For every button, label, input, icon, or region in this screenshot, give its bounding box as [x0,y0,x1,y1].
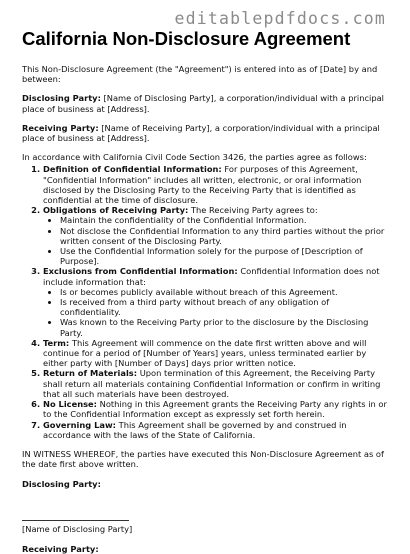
disclosing-party-paragraph [22,93,392,113]
section-no-license [43,399,392,419]
witness-paragraph: IN WITNESS WHEREOF, the parties have executed this Non-Disclosure Agreement as of the date first above written. [22,448,384,470]
section-obligations [43,205,392,266]
site-watermark: editablepdfdocs.com [174,9,386,28]
terms-list [22,164,392,439]
section-title: Exclusions from Confidential Information: [43,266,238,277]
section-title: Governing Law: [43,419,116,430]
section-title: Obligations of Receiving Party: [43,205,189,216]
section-text: Nothing in this Agreement grants the Receiving Party any rights in or to the Confidential Information except as expressly set forth herein. [43,399,387,420]
section-text: This Agreement shall be governed by and construed in accordance with the laws of the State of California. [43,419,347,440]
section-title: Definition of Confidential Information: [43,164,222,175]
receiving-party-text: [Name of Receiving Party], a corporation/individual with a principal place of business at [Address]. [22,122,380,144]
obligations-bullets [43,215,392,266]
section-definition [43,164,392,205]
lead-in-paragraph: In accordance with California Civil Code Section 3426, the parties agree as follows: [22,152,367,163]
list-item: • Maintain the confidentiality of the Confidential Information. [60,215,392,225]
list-item: • Not disclose the Confidential Information to any third parties without the prior written consent of the Disclosing Party. [60,226,392,246]
section-title: Return of Materials: [43,368,138,379]
receiving-party-paragraph [22,123,392,143]
disclosing-signature-label: Disclosing Party: [22,479,101,490]
disclosing-signature-line[interactable] [22,520,129,521]
disclosing-signature-name: [Name of Disclosing Party] [22,523,133,534]
section-governing-law [43,420,392,440]
list-item: • Is or becomes publicly available without breach of this Agreement. [60,287,392,297]
list-item: • Use the Confidential Information solely for the purpose of [Description of Purpose]. [60,246,392,266]
section-title: Term: [43,337,70,348]
section-text: Confidential Information does not include information that: [43,266,380,287]
list-item: • Was known to the Receiving Party prior to the disclosure by the Disclosing Party. [60,317,392,337]
disclosing-party-text: [Name of Disclosing Party], a corporation/individual with a principal place of business at [Address]. [22,93,384,114]
document-title: California Non-Disclosure Agreement [22,28,351,49]
section-term [43,338,392,369]
disclosing-party-label: Disclosing Party: [22,93,101,104]
intro-paragraph: This Non-Disclosure Agreement (the "Agreement") is entered into as of [Date] by and between: [22,64,378,85]
section-text: For purposes of this Agreement, "Confidential Information" includes all written, electronic, or oral information disclosed by the Disclosing Party to the Receiving Party that is identified as confidential at the time of disclosure. [43,164,362,206]
receiving-party-label: Receiving Party: [22,122,99,133]
section-text: The Receiving Party agrees to: [188,205,318,216]
exclusions-bullets [43,287,392,338]
section-text: This Agreement will commence on the date first written above and will continue for a period of [Number of Years] years, unless terminated earlier by either party with [Number of Days] days prior written notice. [43,337,367,369]
section-text: Upon termination of this Agreement, the Receiving Party shall return all materials containing Confidential Information or confirm in writing that all such materials have been destroyed. [43,368,381,399]
list-item: • Is received from a third party without breach of any obligation of confidentiality. [60,297,392,317]
section-return-of-materials [43,368,392,399]
section-exclusions [43,266,392,337]
receiving-signature-label: Receiving Party: [22,543,99,554]
section-title: No License: [43,399,97,410]
